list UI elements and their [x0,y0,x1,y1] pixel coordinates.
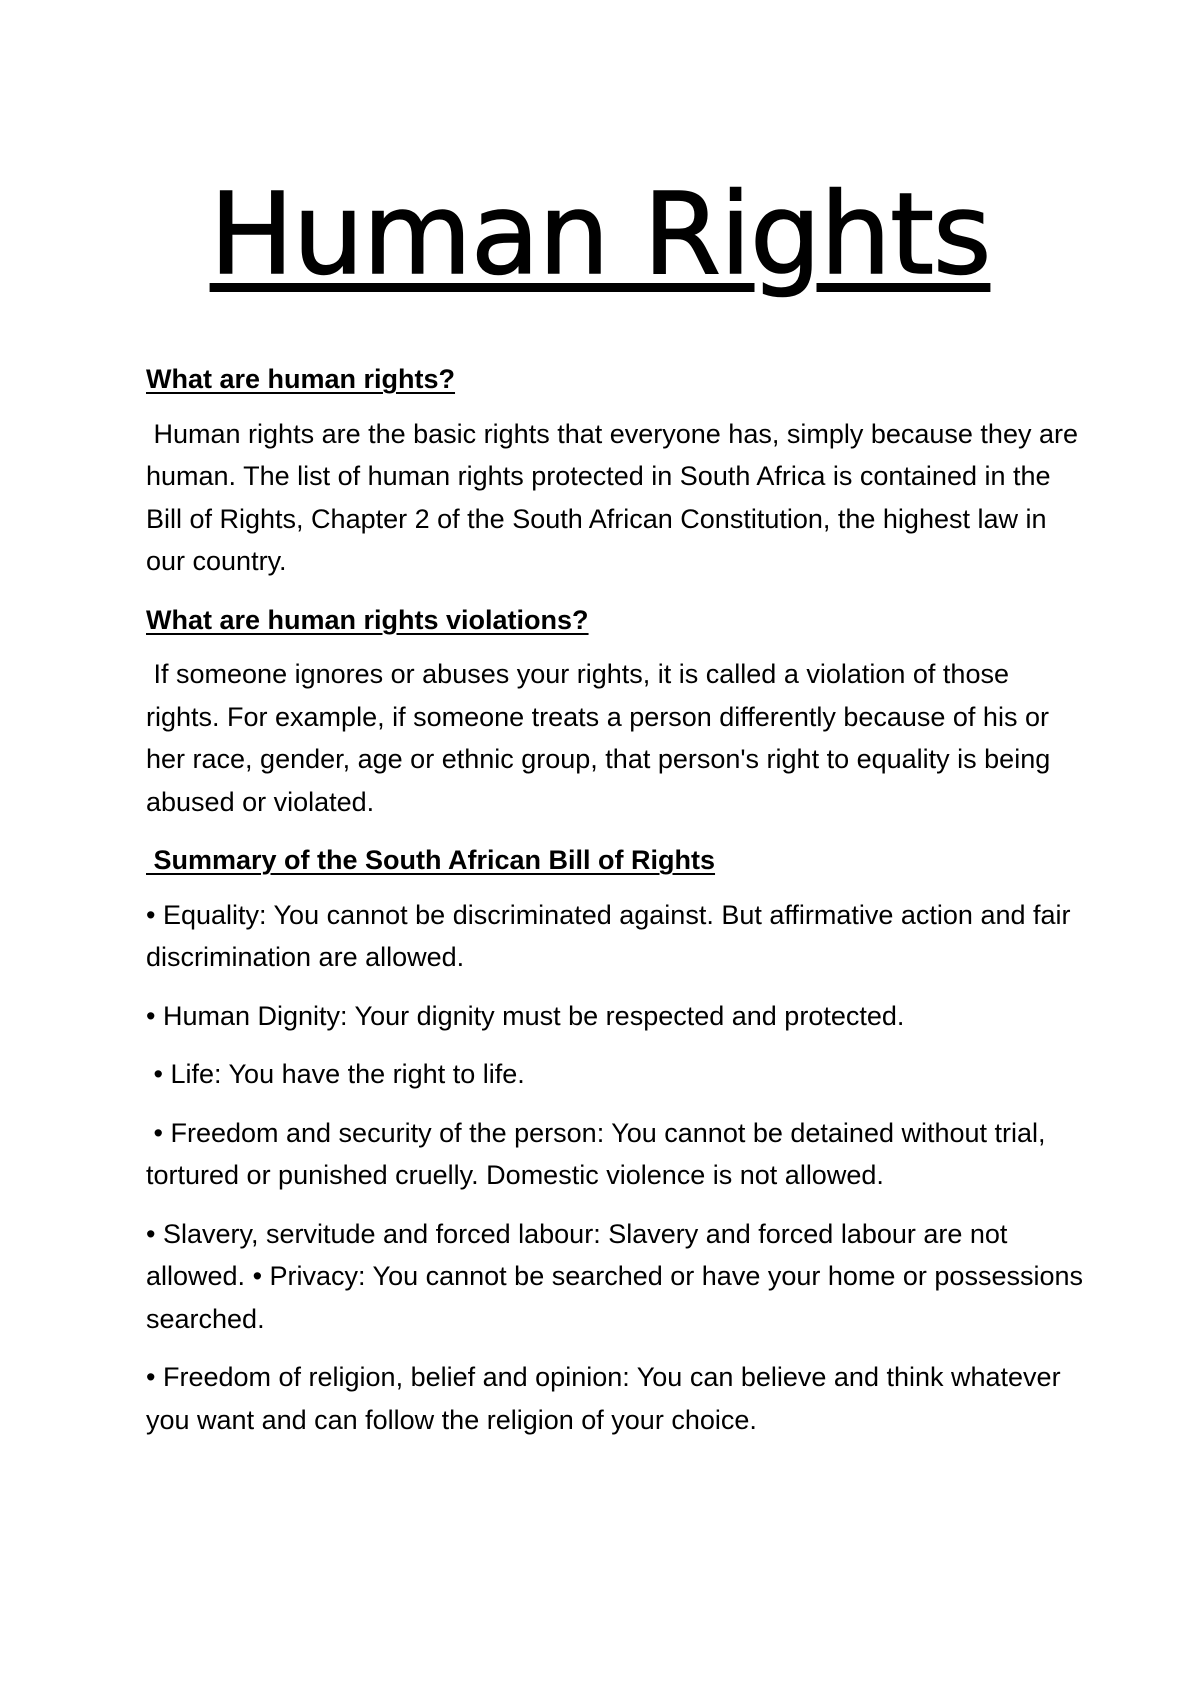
bullet-human-dignity: • Human Dignity: Your dignity must be respected and protected. [146,1000,905,1031]
bullet-slavery-privacy: • Slavery, servitude and forced labour: Slavery and forced labour are not allowed. • Privacy: You cannot be searched or have your home or possessions searched. [146,1218,1091,1334]
bullet-equality: • Equality: You cannot be discriminated against. But affirmative action and fair discrimination are allowed. [146,899,1079,972]
document-title: Human Rights [209,170,991,300]
section-body-violations: If someone ignores or abuses your rights, it is called a violation of those rights. For example, if someone treats a person differently because of his or her race, gender, age or ethnic group, that person's right to equality is being abused or violated. [146,659,1058,817]
section-heading-violations: What are human rights violations? [146,604,589,635]
document-body [146,358,1091,1457]
bullet-life: • Life: You have the right to life. [146,1059,525,1089]
section-body-what-are-human-rights: Human rights are the basic rights that everyone has, simply because they are human. The list of human rights protected in South Africa is contained in the Bill of Rights, Chapter 2 of the South African Constitution, the highest law in our country. [146,418,1086,576]
bullet-freedom-religion: • Freedom of religion, belief and opinion: You can believe and think whatever you want and can follow the religion of your choice. [146,1362,1069,1435]
bullet-freedom-security: • Freedom and security of the person: You cannot be detained without trial, tortured or punished cruelly. Domestic violence is not allowed. [146,1117,1054,1190]
section-heading-what-are-human-rights: What are human rights? [146,364,456,394]
section-heading-summary: Summary of the South African Bill of Rights [146,845,716,875]
